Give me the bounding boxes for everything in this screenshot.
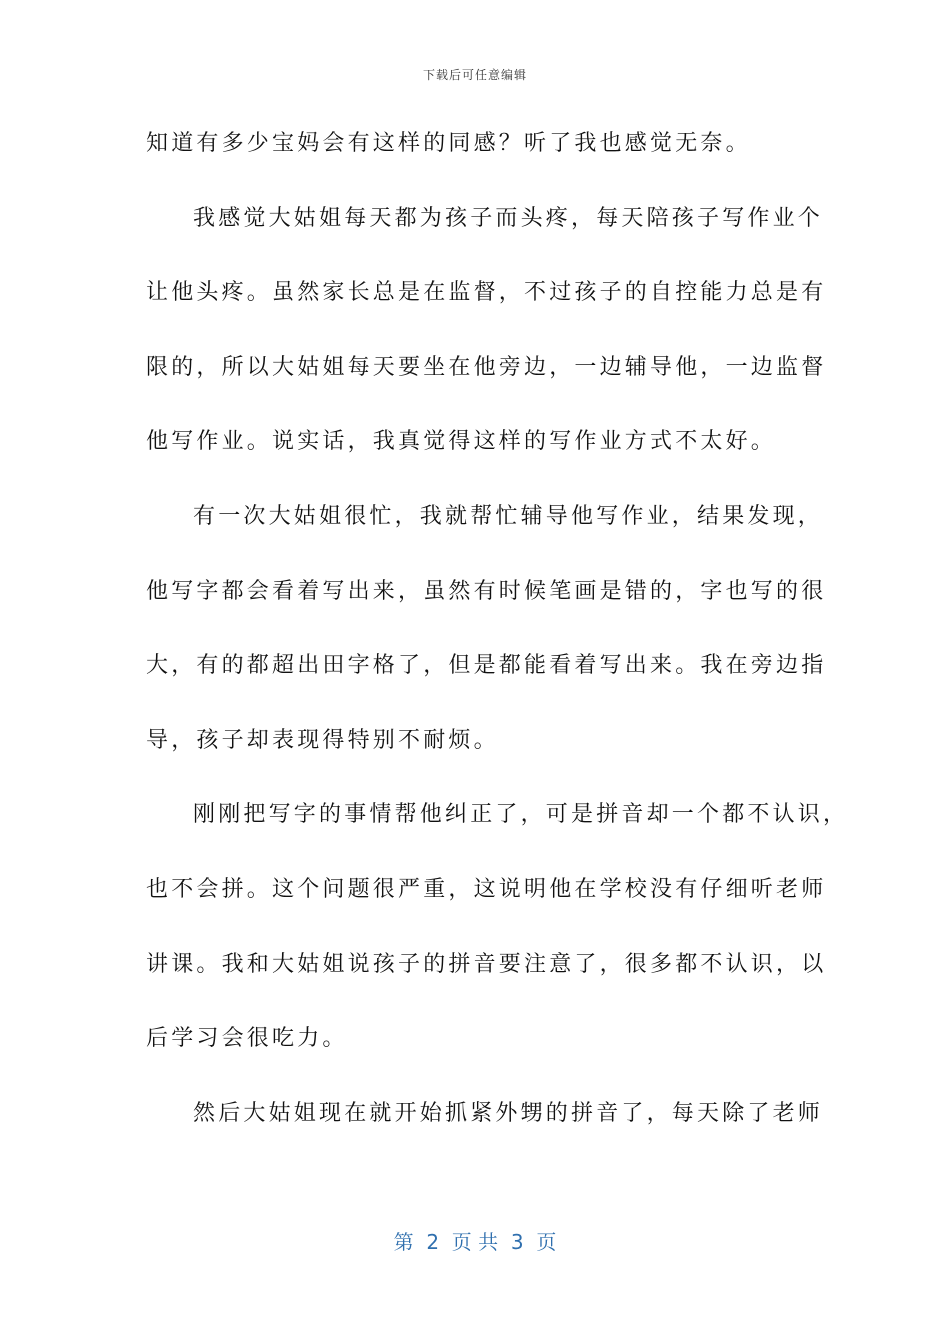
text-line: 让他头疼。虽然家长总是在监督，不过孩子的自控能力总是有 [146, 280, 827, 306]
text-line: 限的，所以大姑姐每天要坐在他旁边，一边辅导他，一边监督 [146, 354, 827, 380]
document-body [146, 118, 849, 1162]
text-line: 他写字都会看着写出来，虽然有时候笔画是错的，字也写的很 [146, 578, 827, 604]
header-note: 下载后可任意编辑 [422, 68, 527, 82]
text-line: 知道有多少宝妈会有这样的同感？听了我也感觉无奈。 [146, 131, 751, 156]
text-line: 导，孩子却表现得特别不耐烦。 [146, 727, 499, 753]
text-line: 然后大姑姐现在就开始抓紧外甥的拼音了，每天除了老师 [193, 1100, 824, 1126]
text-line: 他写作业。说实话，我真觉得这样的写作业方式不太好。 [146, 429, 777, 455]
page-number: 第 2 页 共 3 页 [393, 1230, 557, 1254]
text-line: 也不会拼。这个问题很严重，这说明他在学校没有仔细听老师 [146, 876, 827, 902]
text-line: 后学习会很吃力。 [146, 1026, 348, 1052]
text-line: 我感觉大姑姐每天都为孩子而头疼，每天陪孩子写作业个 [193, 205, 824, 231]
text-line: 刚刚把写字的事情帮他纠正了，可是拼音却一个都不认识， [193, 802, 849, 828]
text-line: 有一次大姑姐很忙，我就帮忙辅导他写作业，结果发现， [193, 503, 824, 529]
text-line: 讲课。我和大姑姐说孩子的拼音要注意了，很多都不认识，以 [146, 951, 827, 977]
text-line: 大，有的都超出田字格了，但是都能看着写出来。我在旁边指 [146, 653, 827, 679]
